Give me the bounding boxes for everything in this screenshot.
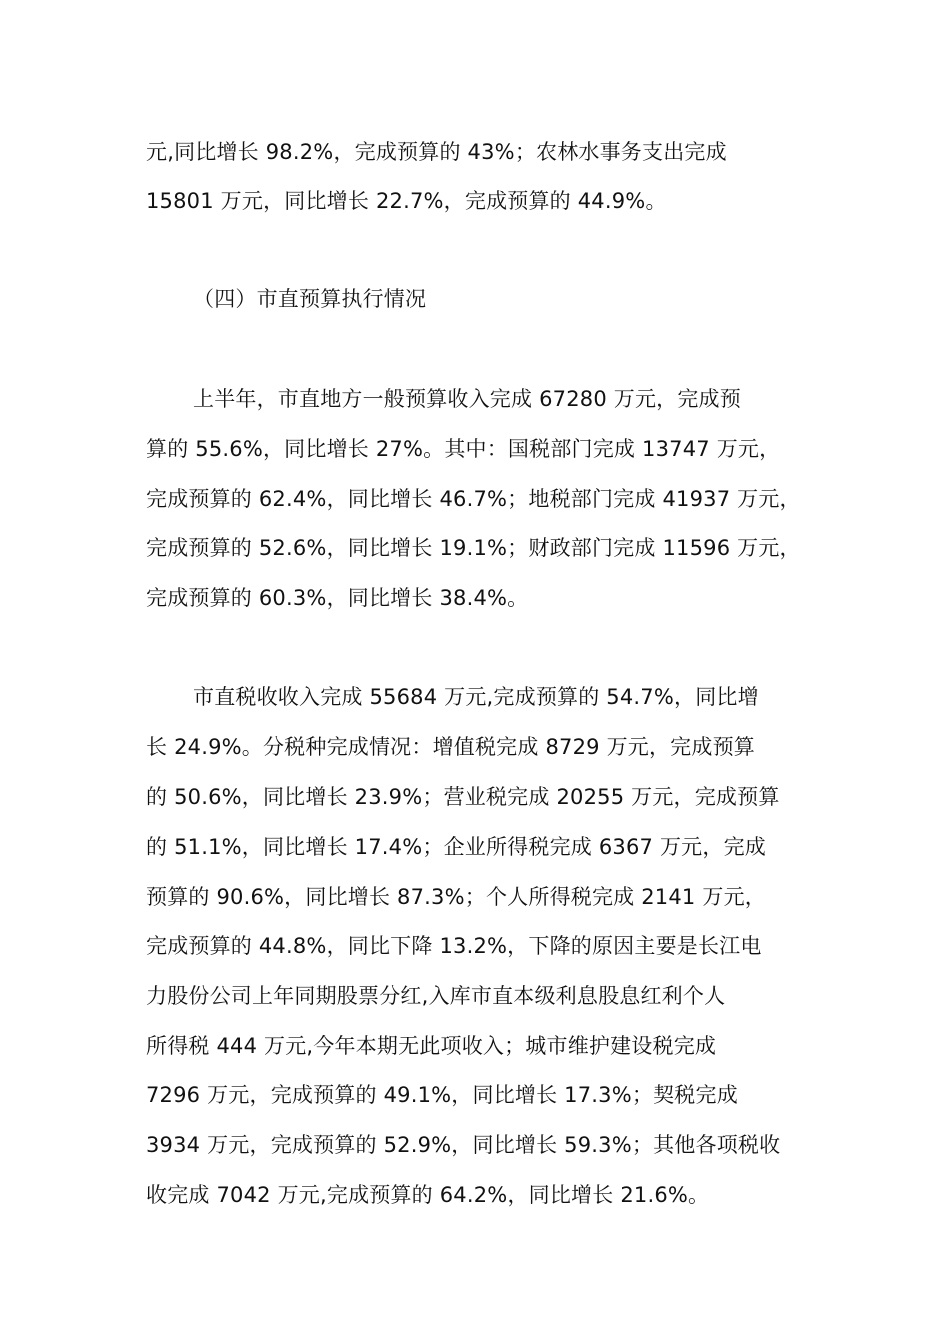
text-line: 完成预算的 62.4%，同比增长 46.7%；地税部门完成 41937 万元， [146,487,801,511]
text-line: 力股份公司上年同期股票分红,入库市直本级利息股息红利个人 [146,984,726,1008]
text-line: 预算的 90.6%，同比增长 87.3%；个人所得税完成 2141 万元， [146,885,766,909]
text-line: 算的 55.6%，同比增长 27%。其中：国税部门完成 13747 万元， [146,437,781,461]
text-line: 完成预算的 44.8%，同比下降 13.2%，下降的原因主要是长江电 [146,934,762,958]
text-line: 所得税 444 万元,今年本期无此项收入；城市维护建设税完成 [146,1034,717,1058]
text-line: 完成预算的 52.6%，同比增长 19.1%；财政部门完成 11596 万元， [146,536,801,560]
section-heading: （四）市直预算执行情况 [193,287,427,311]
text-line: 15801 万元，同比增长 22.7%，完成预算的 44.9%。 [146,189,667,213]
text-line: 上半年，市直地方一般预算收入完成 67280 万元，完成预 [193,387,741,411]
text-line: 长 24.9%。分税种完成情况：增值税完成 8729 万元，完成预算 [146,735,755,759]
text-line: 完成预算的 60.3%，同比增长 38.4%。 [146,586,529,610]
text-line: 的 51.1%，同比增长 17.4%；企业所得税完成 6367 万元，完成 [146,835,766,859]
text-line: 元,同比增长 98.2%，完成预算的 43%；农林水事务支出完成 [146,140,727,164]
text-line: 收完成 7042 万元,完成预算的 64.2%，同比增长 21.6%。 [146,1183,710,1207]
text-line: 的 50.6%，同比增长 23.9%；营业税完成 20255 万元，完成预算 [146,785,780,809]
text-line: 7296 万元，完成预算的 49.1%，同比增长 17.3%；契税完成 [146,1083,738,1107]
text-line: 3934 万元，完成预算的 52.9%，同比增长 59.3%；其他各项税收 [146,1133,781,1157]
text-line: 市直税收收入完成 55684 万元,完成预算的 54.7%，同比增 [193,685,759,709]
